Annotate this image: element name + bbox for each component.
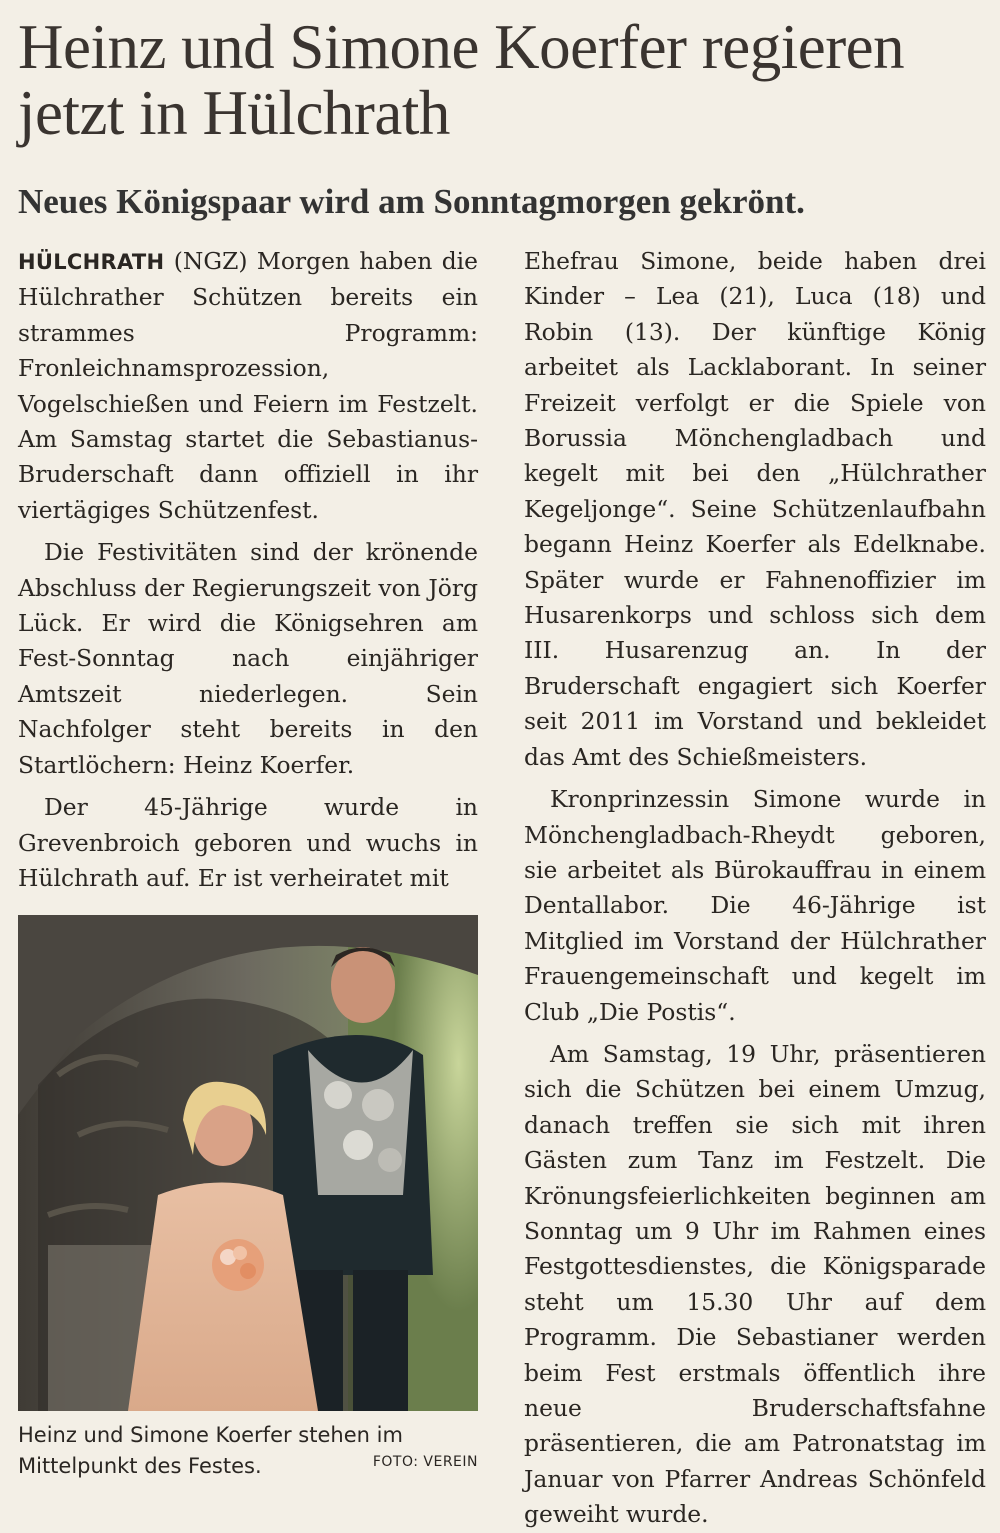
dateline: HÜLCHRATH [18, 250, 165, 274]
paragraph-2: Die Festivitäten sind der krönende Abschluss der Regierungszeit von Jörg Lück. Er wird die Königsehren am Fest-Sonntag nach einjähriger Amtszeit niederlegen. Sein Nachfolger steht bereits in den Startlöchern: Heinz Koerfer. [18, 538, 478, 779]
paragraph-1-text: (NGZ) Morgen haben die Hülchrather Schützen bereits ein strammes Programm: Fronleichnamsprozession, Vogelschießen und Feiern im Festzelt. Am Samstag startet die Sebastianus-Bruderschaft dann offiziell in ihr viertägiges Schützenfest. [18, 247, 478, 524]
photo-caption [18, 1420, 478, 1482]
photo-illustration [18, 915, 478, 1411]
paragraph-5: Kronprinzessin Simone wurde in Mönchengladbach-Rheydt geboren, sie arbeitet als Bürokauffrau in einem Dentallabor. Die 46-Jährige ist Mitglied im Vorstand der Hülchrather Frauengemeinschaft und kegelt im Club „Die Postis“. [524, 785, 986, 1026]
left-column [18, 244, 478, 896]
right-column [524, 244, 986, 1533]
photo-credit: FOTO: VEREIN [372, 1454, 478, 1470]
paragraph-4: Ehefrau Simone, beide haben drei Kinder – Lea (21), Luca (18) und Robin (13). Der künftige König arbeitet als Lacklaborant. In seiner Freizeit verfolgt er die Spiele von Borussia Mönchengladbach und kegelt mit bei den „Hülchrather Kegeljonge“. Seine Schützenlaufbahn begann Heinz Koerfer als Edelknabe. Später wurde er Fahnenoffizier im Husarenkorps und schloss sich dem III. Husarenzug an. In der Bruderschaft engagiert sich Koerfer seit 2011 im Vorstand und bekleidet das Amt des Schießmeisters. [524, 247, 986, 771]
couple-photo [18, 915, 478, 1411]
caption-text: Heinz und Simone Koerfer stehen im Mittelpunkt des Festes. [18, 1423, 403, 1478]
headline: Heinz und Simone Koerfer regieren jetzt in Hülchrath [18, 12, 905, 148]
paragraph-1 [18, 244, 478, 528]
paragraph-6: Am Samstag, 19 Uhr, präsentieren sich die Schützen bei einem Umzug, danach treffen sie sich mit ihren Gästen zum Tanz im Festzelt. Die Krönungsfeierlichkeiten beginnen am Sonntag um 9 Uhr im Rahmen eines Festgottesdienstes, die Königsparade steht um 15.30 Uhr auf dem Programm. Die Sebastianer werden beim Fest erstmals öffentlich ihre neue Bruderschaftsfahne präsentieren, die am Patronatstag im Januar von Pfarrer Andreas Schönfeld geweiht wurde. [524, 1039, 986, 1529]
paragraph-3: Der 45-Jährige wurde in Grevenbroich geboren und wuchs in Hülchrath auf. Er ist verheiratet mit [18, 793, 478, 892]
subheadline: Neues Königspaar wird am Sonntagmorgen gekrönt. [18, 182, 805, 221]
